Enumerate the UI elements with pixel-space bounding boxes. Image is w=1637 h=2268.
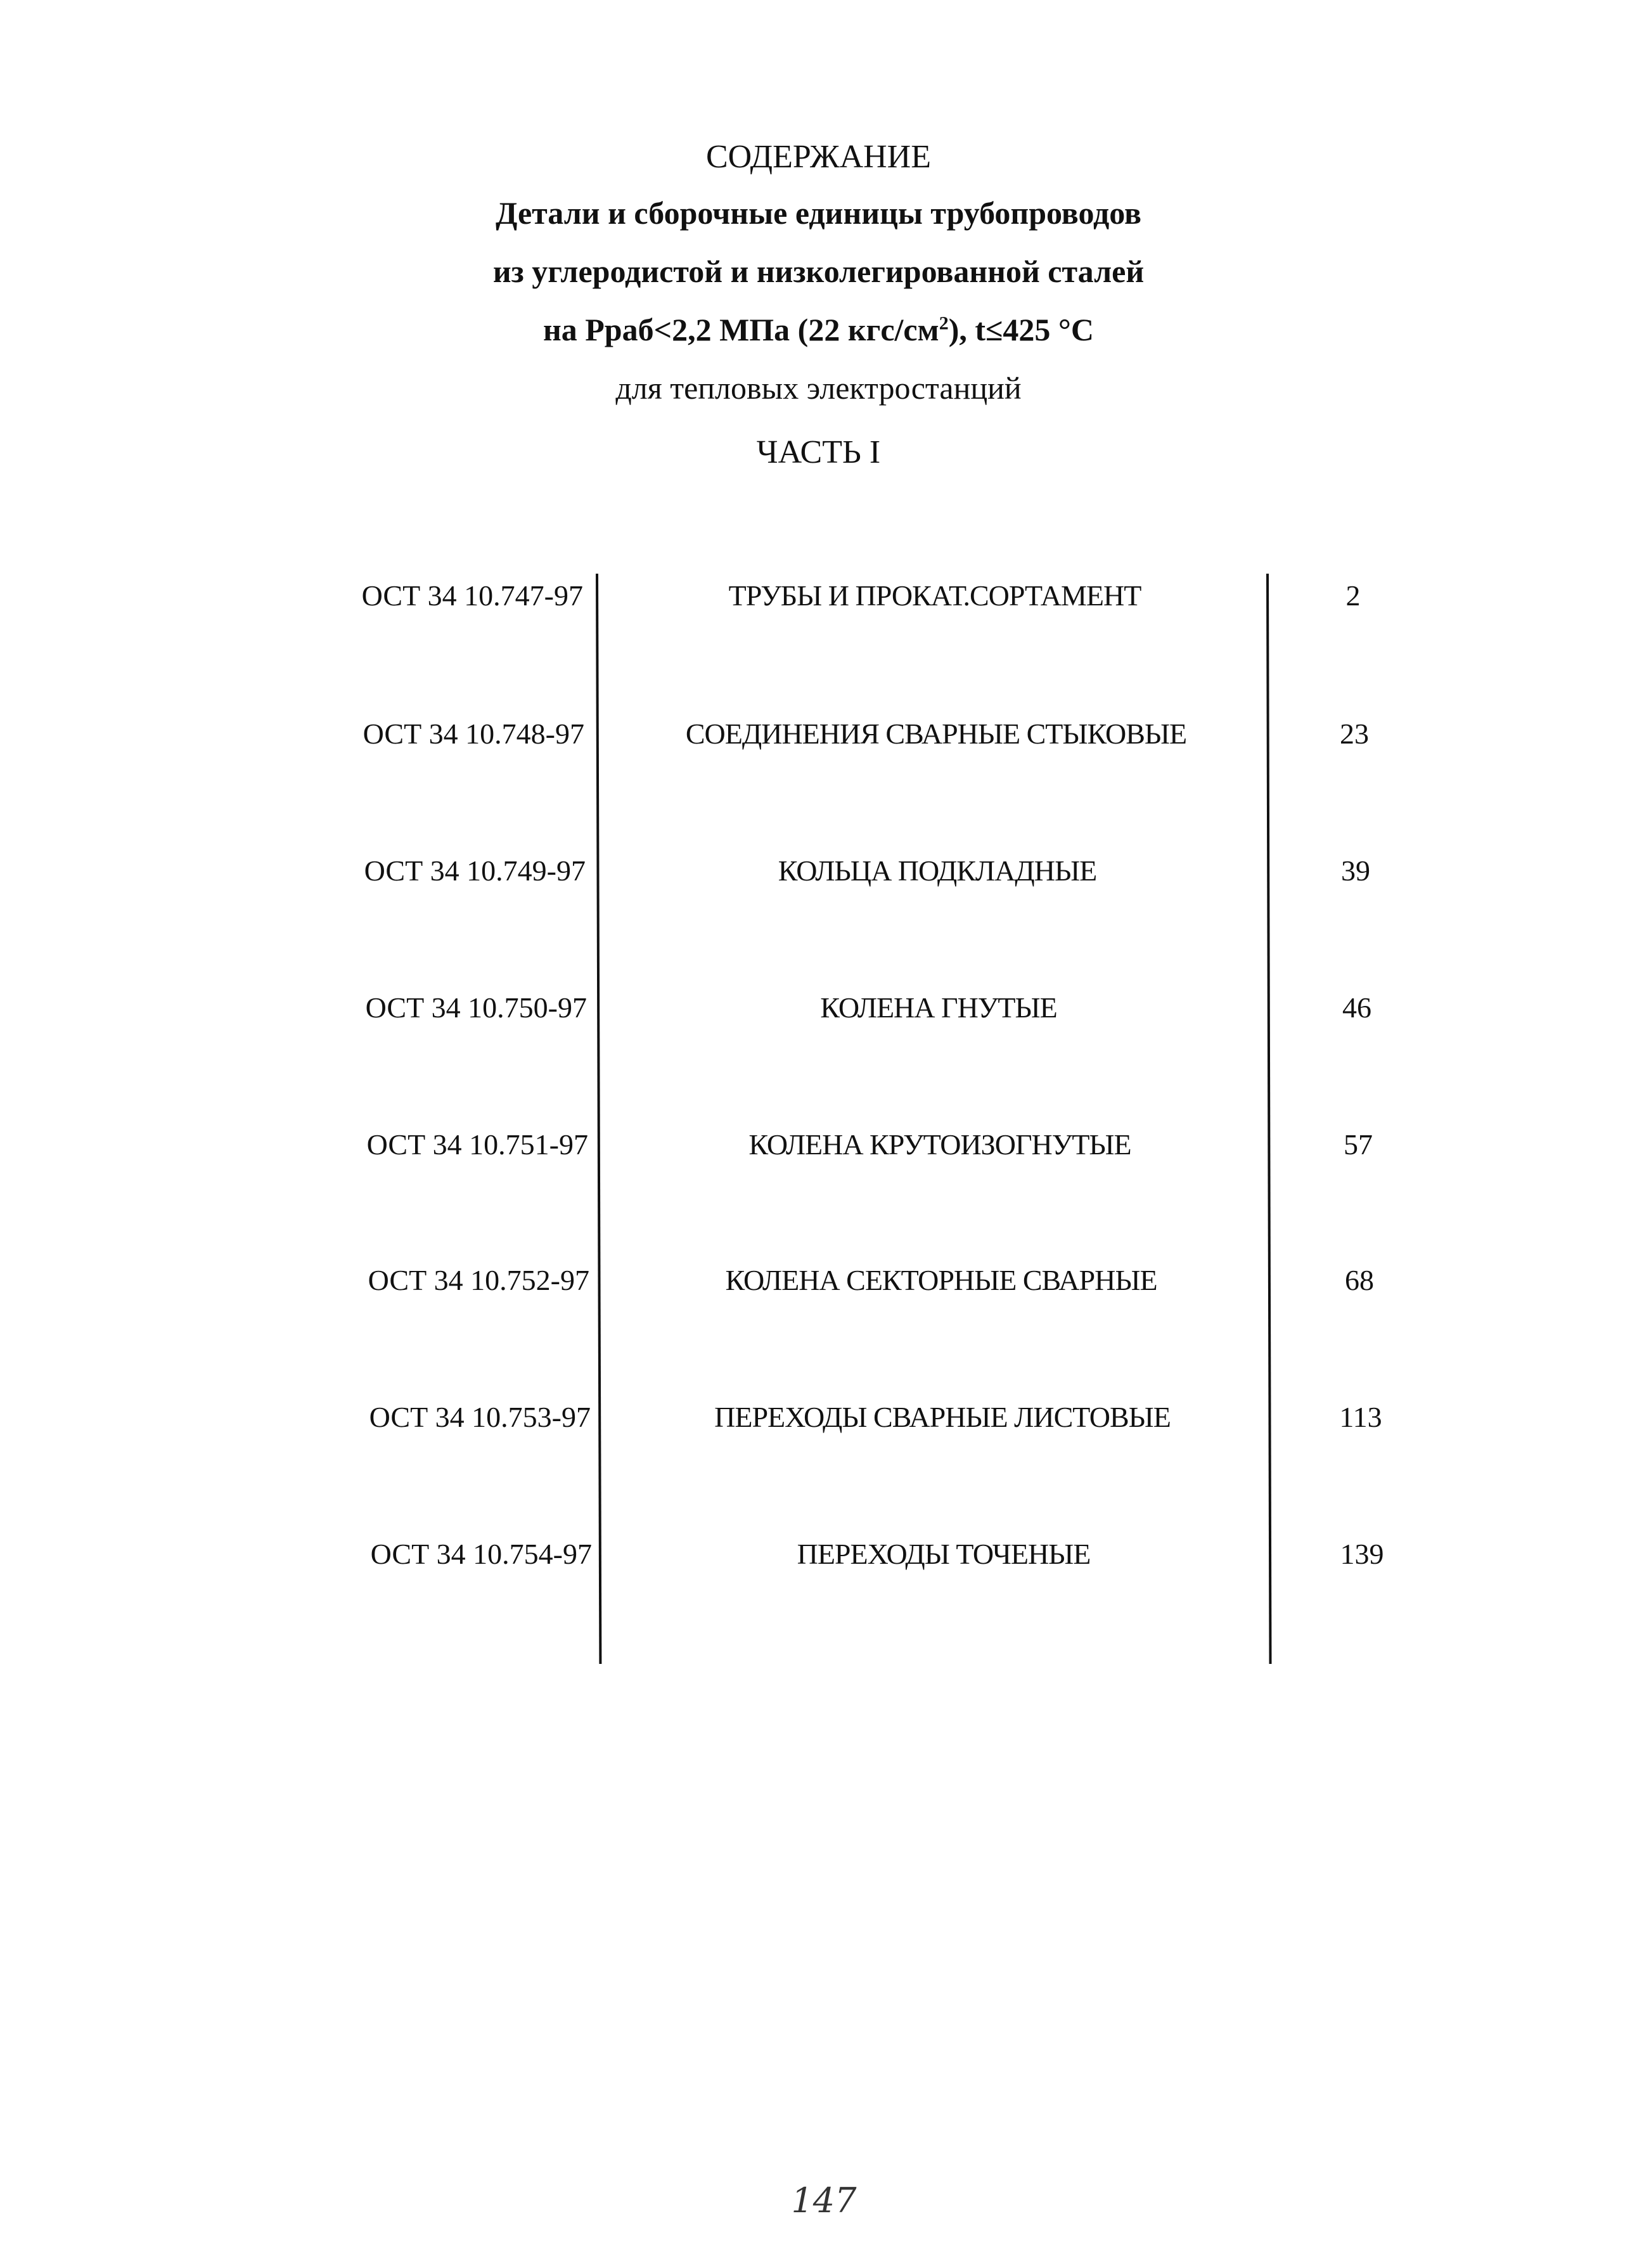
toc-row <box>321 983 1398 1033</box>
toc-page-number: 2 <box>1345 579 1361 612</box>
subtitle-line-2: из углеродистой и низколегированной сталей <box>492 254 1145 289</box>
toc-section-title: КОЛЕНА СЕКТОРНЫЕ СВАРНЫЕ <box>725 1264 1157 1296</box>
toc-section-title: ПЕРЕХОДЫ ТОЧЕНЫЕ <box>797 1538 1091 1570</box>
toc-page-number: 57 <box>1344 1128 1373 1161</box>
toc-standard-code: ОСТ 34 10.748-97 <box>363 718 584 750</box>
toc-standard-code: ОСТ 34 10.750-97 <box>365 991 587 1024</box>
page-title: СОДЕРЖАНИЕ <box>706 139 931 175</box>
toc-page-number: 39 <box>1341 854 1370 887</box>
subtitle-line-1: Детали и сборочные единицы трубопроводов <box>495 195 1142 231</box>
toc-section-title: КОЛЬЦА ПОДКЛАДНЫЕ <box>778 854 1097 887</box>
toc-section-title: ТРУБЫ И ПРОКАТ.СОРТАМЕНТ <box>728 579 1141 612</box>
toc-standard-code: ОСТ 34 10.754-97 <box>370 1538 592 1570</box>
superscript-two: 2 <box>939 312 949 334</box>
toc-section-title: КОЛЕНА КРУТОИЗОГНУТЫЕ <box>748 1128 1131 1161</box>
toc-row <box>322 1119 1399 1170</box>
toc-standard-code: ОСТ 34 10.749-97 <box>364 854 586 887</box>
toc-standard-code: ОСТ 34 10.752-97 <box>368 1264 589 1296</box>
toc-standard-code: ОСТ 34 10.747-97 <box>361 579 583 612</box>
toc-section-title: ПЕРЕХОДЫ СВАРНЫЕ ЛИСТОВЫЕ <box>714 1401 1171 1433</box>
toc-page-number: 113 <box>1339 1401 1382 1433</box>
toc-section-title: КОЛЕНА ГНУТЫЕ <box>820 991 1057 1024</box>
toc-section-title: СОЕДИНЕНИЯ СВАРНЫЕ СТЫКОВЫЕ <box>685 718 1187 750</box>
toc-standard-code: ОСТ 34 10.753-97 <box>369 1401 591 1433</box>
subtitle-line-4: для тепловых электростанций <box>615 370 1022 406</box>
toc-page-number: 68 <box>1345 1264 1374 1296</box>
subtitle-line-3-text: на Рраб<2,2 МПа (22 кгс/см <box>542 312 939 347</box>
toc-page-number: 139 <box>1340 1538 1384 1570</box>
toc-row <box>324 1392 1402 1443</box>
toc-row <box>326 1529 1403 1580</box>
toc-row <box>323 1255 1401 1306</box>
part-heading: ЧАСТЬ I <box>756 434 881 470</box>
footer-page-number: 147 <box>791 2181 857 2220</box>
toc-row <box>318 709 1396 759</box>
toc-page-number: 23 <box>1340 718 1369 750</box>
subtitle-line-3-suffix: ), t≤425 °С <box>948 312 1095 347</box>
toc-row <box>317 570 1394 621</box>
toc-page-number: 46 <box>1342 991 1371 1024</box>
toc-row <box>319 846 1397 896</box>
toc-standard-code: ОСТ 34 10.751-97 <box>366 1128 588 1161</box>
